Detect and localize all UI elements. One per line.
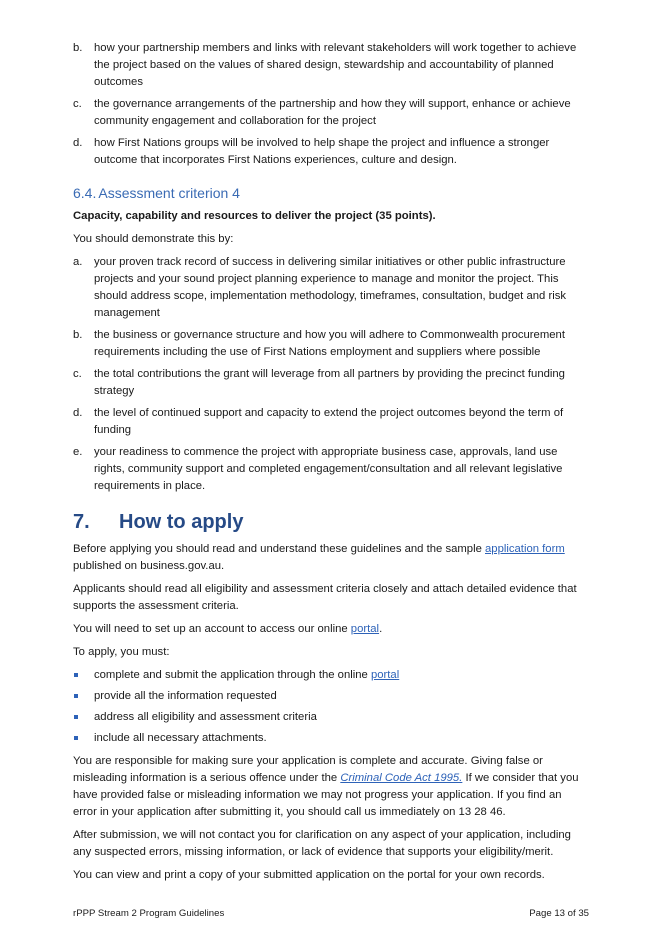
list-item bbox=[73, 96, 588, 130]
bullet-square-icon bbox=[74, 715, 78, 719]
bullet-square-icon bbox=[74, 673, 78, 677]
list-item bbox=[73, 40, 588, 91]
list-item bbox=[73, 688, 588, 705]
bullet-square-icon bbox=[74, 694, 78, 698]
list-marker: b. bbox=[73, 329, 83, 341]
paragraph-text: published on business.gov.au. bbox=[73, 560, 225, 572]
list-item bbox=[73, 366, 588, 400]
list-marker: e. bbox=[73, 446, 83, 458]
list-item bbox=[73, 709, 588, 726]
list-item-text: include all necessary attachments. bbox=[94, 732, 267, 744]
apply-steps-list bbox=[73, 667, 588, 747]
paragraph-text: You will need to set up an account to access our online bbox=[73, 623, 351, 635]
list-item-text: how your partnership members and links with relevant stakeholders will work together to achieve the project based on the values of shared design, stewardship and accountability of planned outcomes bbox=[94, 42, 577, 88]
list-item bbox=[73, 730, 588, 747]
list-marker: b. bbox=[73, 42, 83, 54]
paragraph-text: Before applying you should read and understand these guidelines and the sample bbox=[73, 543, 485, 555]
partnership-list bbox=[73, 40, 588, 169]
criminal-code-link[interactable]: Criminal Code Act 1995. bbox=[340, 772, 463, 784]
list-marker: d. bbox=[73, 137, 83, 149]
list-item bbox=[73, 327, 588, 361]
criterion-summary: Capacity, capability and resources to deliver the project (35 points). bbox=[73, 210, 436, 222]
paragraph-responsibility bbox=[73, 753, 588, 821]
list-item-text: the total contributions the grant will leverage from all partners by providing the precinct funding strategy bbox=[94, 368, 565, 397]
application-form-link[interactable]: application form bbox=[485, 543, 565, 555]
portal-link[interactable]: portal bbox=[350, 623, 380, 635]
bullet-square-icon bbox=[74, 736, 78, 740]
paragraph-text: If we consider that you have provided false or misleading information we may not progress your application. If you find an error in your application after submitting it, you should call us immediately on 13 28 46. bbox=[73, 772, 579, 818]
paragraph-after-submission: After submission, we will not contact you for clarification on any aspect of your application, including any suspected errors, missing information, or lack of evidence that supports your eligibility/merit. bbox=[73, 829, 571, 858]
paragraph-text: . bbox=[379, 623, 383, 635]
paragraph-account bbox=[73, 621, 588, 638]
portal-link[interactable]: portal bbox=[370, 669, 400, 681]
criterion-title: Assessment criterion 4 bbox=[98, 185, 240, 201]
list-item bbox=[73, 254, 588, 322]
footer-document-title: rPPP Stream 2 Program Guidelines bbox=[73, 908, 225, 919]
list-item-text: address all eligibility and assessment criteria bbox=[94, 711, 317, 723]
list-item-text: your readiness to commence the project with appropriate business case, approvals, land use rights, community support and completed engagement/consultation and all relevant legislative requirements in place. bbox=[94, 446, 563, 492]
list-marker: a. bbox=[73, 256, 83, 268]
section-title: How to apply bbox=[119, 511, 244, 533]
list-marker: c. bbox=[73, 98, 82, 110]
list-marker: d. bbox=[73, 407, 83, 419]
paragraph-criteria: Applicants should read all eligibility and assessment criteria closely and attach detailed evidence that supports the assessment criteria. bbox=[73, 583, 577, 612]
list-item-text: the governance arrangements of the partnership and how they will support, enhance or achieve community engagement and collaboration for the project bbox=[94, 98, 571, 127]
list-marker: c. bbox=[73, 368, 82, 380]
criterion-list bbox=[73, 254, 588, 495]
section-heading bbox=[73, 509, 588, 535]
criterion-number: 6.4. bbox=[73, 185, 97, 201]
paragraph-text: You are responsible for making sure your application is complete and accurate. Giving false or misleading information is a serious offence under the bbox=[73, 755, 543, 784]
document-page bbox=[73, 40, 588, 890]
list-item bbox=[73, 135, 588, 169]
criterion-intro: You should demonstrate this by: bbox=[73, 233, 234, 245]
paragraph-view-print: You can view and print a copy of your submitted application on the portal for your own records. bbox=[73, 869, 545, 881]
footer-page-number: Page 13 of 35 bbox=[529, 908, 589, 919]
list-item-text: your proven track record of success in delivering similar initiatives or other public infrastructure projects and your sound project planning experience to manage and monitor the project. This should address scope, implementation methodology, timeframes, consultation, budget and risk management bbox=[94, 256, 567, 319]
list-item bbox=[73, 667, 588, 684]
section-number: 7. bbox=[73, 511, 90, 533]
list-item-text: complete and submit the application through the online bbox=[94, 669, 371, 681]
list-item-text: the business or governance structure and how you will adhere to Commonwealth procurement requirements including the use of First Nations employment and suppliers where possible bbox=[94, 329, 565, 358]
criterion-heading bbox=[73, 183, 588, 203]
list-item bbox=[73, 405, 588, 439]
list-item bbox=[73, 444, 588, 495]
list-item-text: the level of continued support and capacity to extend the project outcomes beyond the term of funding bbox=[94, 407, 564, 436]
list-item-text: how First Nations groups will be involved to help shape the project and influence a stronger outcome that incorporates First Nations experiences, culture and design. bbox=[94, 137, 550, 166]
list-item-text: provide all the information requested bbox=[94, 690, 277, 702]
paragraph-guidelines bbox=[73, 541, 588, 575]
paragraph-to-apply: To apply, you must: bbox=[73, 646, 170, 658]
